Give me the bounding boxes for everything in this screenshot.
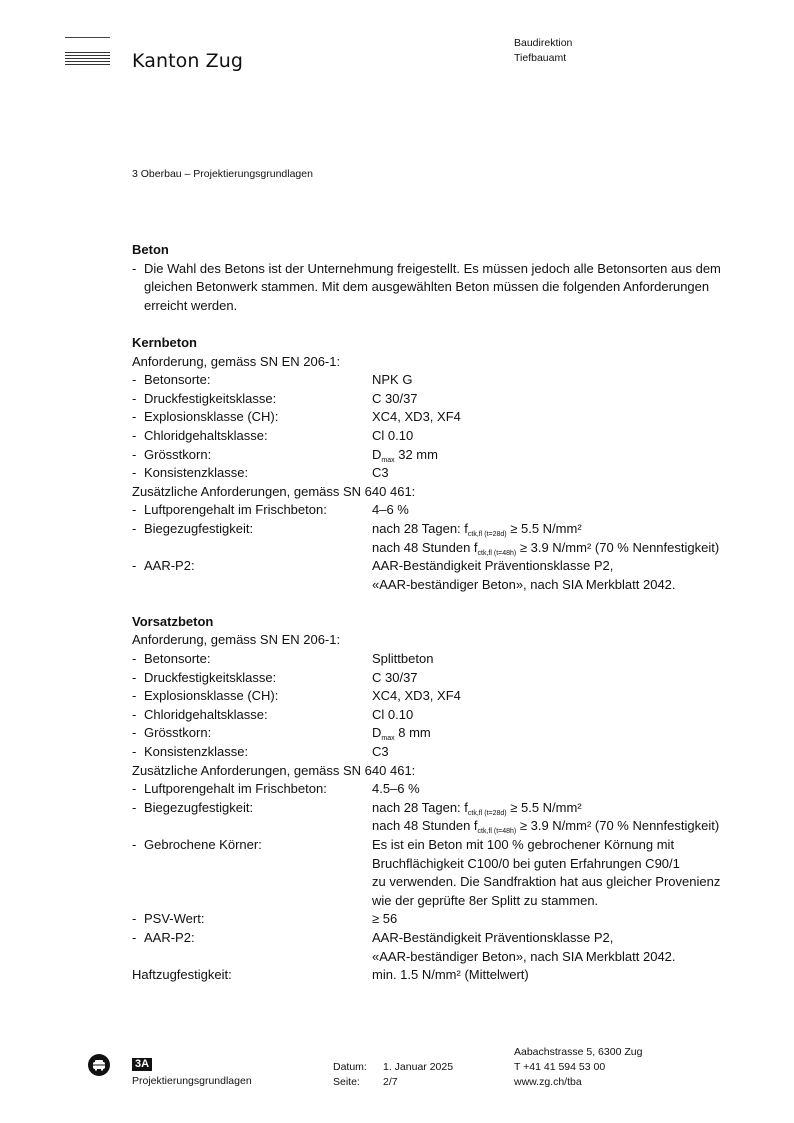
requirement-heading: Anforderung, gemäss SN EN 206-1:	[132, 353, 341, 369]
spec-row: - Luftporengehalt im Frischbeton: 4.5–6 %	[132, 781, 420, 797]
spec-row: - Chloridgehaltsklasse: Cl 0.10	[132, 706, 414, 722]
requirement-heading: Anforderung, gemäss SN EN 206-1:	[132, 632, 341, 648]
spec-row: - Betonsorte: NPK G	[132, 372, 413, 388]
spec-row: - AAR-P2: AAR-Beständigkeit Präventionsklasse P2, «AAR-beständiger Beton», nach SIA Merkblatt 2042.	[132, 929, 676, 964]
requirement-heading: Zusätzliche Anforderungen, gemäss SN 640 461:	[132, 762, 416, 778]
brand-name: Kanton Zug	[132, 50, 244, 72]
page-label: Seite:	[333, 1076, 360, 1088]
spec-row: Haftzugfestigkeit: min. 1.5 N/mm² (Mittelwert)	[132, 967, 529, 983]
spec-row: - Grösstkorn: $D_{max}$ 32 mm	[132, 446, 438, 464]
spec-row: - PSV-Wert: ≥ 56	[132, 911, 398, 927]
requirement-heading: Zusätzliche Anforderungen, gemäss SN 640 461:	[132, 483, 416, 499]
phone-line: T +41 41 594 53 00	[514, 1061, 606, 1073]
page-value: 2/7	[383, 1076, 398, 1088]
spec-row: - Biegezugfestigkeit: nach 28 Tagen: $f_{ctk,fl (t=28d)} \ge 5.5$ N/mm² nach 48 Stunden $f_{ctk,fl (t=48h)} \ge 3.9$ N/mm² (70 % Nennfestigkeit)	[132, 799, 720, 836]
spec-row: - Druckfestigkeitsklasse: C 30/37	[132, 669, 418, 685]
bullet-dash: -	[132, 260, 137, 276]
section-title-beton: Beton	[132, 242, 169, 257]
date-label: Datum:	[333, 1061, 367, 1073]
document-body	[132, 241, 752, 985]
department-line: Tiefbauamt	[514, 52, 567, 64]
spec-row: - Biegezugfestigkeit: nach 28 Tagen: $f_{ctk,fl (t=28d)} \ge 5.5$ N/mm² nach 48 Stunden $f_{ctk,fl (t=48h)} \ge 3.9$ N/mm² (70 % Nennfestigkeit)	[132, 520, 720, 557]
spec-row: - Explosionsklasse (CH): XC4, XD3, XF4	[132, 409, 461, 425]
car-front-icon	[88, 1054, 110, 1076]
spec-row: - Konsistenzklasse: C3	[132, 744, 389, 760]
canton-logo-icon	[65, 37, 110, 67]
address-line: Aabachstrasse 5, 6300 Zug	[514, 1046, 643, 1058]
spec-row: - Gebrochene Körner: Es ist ein Beton mit 100 % gebrochener Körnung mit Bruchflächigkeit C100/0 bei guten Erfahrungen C90/1 zu verwenden. Die Sandfraktion hat aus gleicher Provenienz wie der geprüfte 8er Splitt zu stammen.	[132, 837, 721, 908]
web-link[interactable]: www.zg.ch/tba	[514, 1076, 582, 1088]
spec-row: - Luftporengehalt im Frischbeton: 4–6 %	[132, 502, 409, 518]
footer-meta	[333, 1060, 453, 1090]
spec-row: - Betonsorte: Splittbeton	[132, 651, 434, 667]
spec-row: - Chloridgehaltsklasse: Cl 0.10	[132, 427, 414, 443]
spec-row: - AAR-P2: AAR-Beständigkeit Präventionsklasse P2, «AAR-beständiger Beton», nach SIA Merkblatt 2042.	[132, 558, 676, 592]
beton-intro-text: Die Wahl des Betons ist der Unternehmung freigestellt. Es müssen jedoch alle Betonsorten aus dem gleichen Betonwerk stammen. Mit dem ausgewählten Beton müssen die folgenden Anforderungen erreicht werden.	[144, 260, 721, 313]
footer-address	[514, 1045, 642, 1090]
chapter-heading: 3 Oberbau – Projektierungsgrundlagen	[132, 168, 313, 180]
spec-row: - Konsistenzklasse: C3	[132, 465, 389, 481]
chapter-badge: 3A	[132, 1058, 152, 1071]
spec-row: - Explosionsklasse (CH): XC4, XD3, XF4	[132, 688, 461, 704]
spec-row: - Grösstkorn: $D_{max}$ 8 mm	[132, 725, 431, 743]
section-title-kernbeton: Kernbeton	[132, 334, 197, 350]
date-value: 1. Januar 2025	[383, 1061, 454, 1073]
spec-row: - Druckfestigkeitsklasse: C 30/37	[132, 390, 418, 406]
footer-title: Projektierungsgrundlagen	[132, 1075, 252, 1087]
section-title-vorsatzbeton: Vorsatzbeton	[132, 613, 214, 629]
department	[514, 36, 572, 66]
department-line: Baudirektion	[514, 37, 573, 49]
beton-intro	[132, 260, 752, 316]
